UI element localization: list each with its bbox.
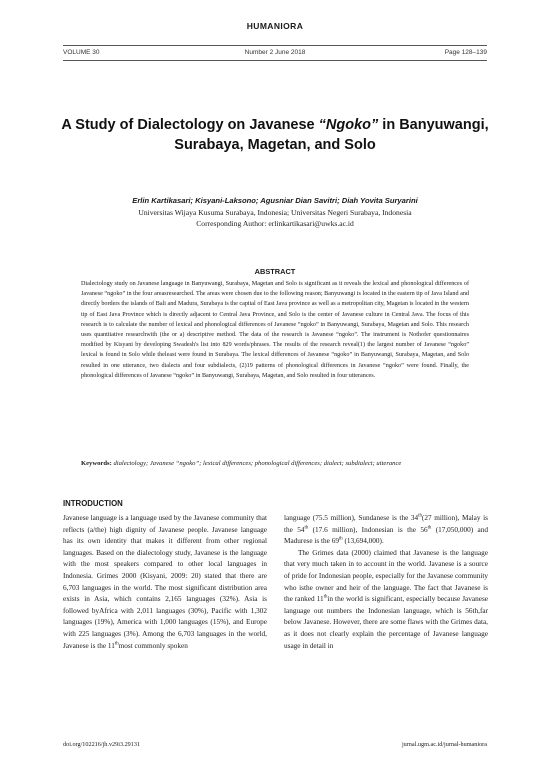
title-part-1: A Study of Dialectology on Javanese [61, 117, 319, 133]
corresponding-author: Corresponding Author: erlinkartikasari@uwks.ac.id [196, 219, 354, 228]
page-range: Page 128–139 [444, 49, 487, 56]
body-column-left [63, 513, 267, 652]
intro-text: (27 million), Malay is the 54 [284, 514, 488, 534]
intro-text: in the world is significant, especially because Javanese language out numbers the Indonesian language, which is 56th,far below Javanese. However, there are some flaws with the Grimes data, as it does not clearly explain the percentage of Javanese language usage in detail in [284, 595, 488, 650]
doi-link[interactable]: doi.org/102216/jh.v29i3.29131 [63, 741, 141, 748]
introduction-heading: INTRODUCTION [63, 499, 123, 508]
keywords-text: dialectology; Javanese “ngoko”; lexical differences; phonological differences; dialect; subdialect; utterance [113, 460, 402, 467]
intro-paragraph-1 [63, 513, 267, 652]
ordinal-suffix: th [418, 513, 422, 519]
intro-text: (17.6 million), Indonesian is the 56 [308, 525, 428, 534]
abstract-text: Dialectology study on Javanese language in Banyuwangi, Surabaya, Magetan and Solo is significant as it reveals the lexical and phonological differences of Javanese “ngoko” in the four areasresearched. The areas were chosen due to the following reason; Banyuwangi is located in the eastern tip of Java Island and directly borders the islands of Bali and Madura, Surabaya is the capital of East Java province as well as a metropolitan city, Magetan is located in the western tip of East Java Province which is directly adjacent to Central Java Province, and Solo is the center of Javanese culture in Central Java. The focus of this research is to calculate the number of lexical and phonological differences of Javanese “ngoko” in Banyuwangi, Surabaya, Magetan and Solo. This research uses quantitative researchwith (the or a) descriptive method. The data of the research is Javanese “ngoko”. The instrument is Nothofer questionnaires modified by Kisyani by developing Swadesh's list into 829 words/phrases. The results of the research reveal(1) the largest number of Javanese “ngoko” lexical is found in Solo while theleast were found in Surabaya. The lexical differences of Javanese “ngoko” in Banyuwangi, Surabaya, Magetan, and Solo resulted in one utterance, two dialects and four subdialects, (2)19 patterns of phonological differences in Javanese “ngoko” were found. Finally, the phonological differences of Javanese “ngoko” in Banyuwangi, Surabaya, Magetan, and Solo resulted in four utterances. [81, 281, 469, 379]
title-part-2: in Banyuwangi, Surabaya, Magetan, and Solo [174, 117, 489, 153]
title-italic: “Ngoko” [318, 117, 379, 133]
ordinal-suffix: th [114, 641, 119, 647]
affiliation: Universitas Wijaya Kusuma Surabaya, Indonesia; Universitas Negeri Surabaya, Indonesia [138, 208, 412, 217]
intro-text: most commonly spoken [118, 641, 188, 650]
ordinal-suffix: th [338, 536, 343, 542]
abstract-heading: ABSTRACT [254, 267, 296, 276]
intro-text: (17,050,000) and Madurese is the 69 [284, 525, 489, 546]
ordinal-suffix: th [427, 525, 432, 531]
volume-label: VOLUME 30 [63, 49, 100, 56]
author-list: Erlin Kartikasari; Kisyani-Laksono; Agusniar Dian Savitri; Diah Yovita Suryarini [132, 196, 418, 205]
keywords [81, 459, 469, 469]
paper-title [40, 115, 510, 155]
body-column-right [284, 513, 488, 652]
issue-number: Number 2 June 2018 [244, 49, 306, 56]
journal-name: HUMANIORA [246, 21, 304, 31]
intro-text: (13,694,000). [342, 537, 384, 546]
intro-text: The Grimes data (2000) claimed that Javanese is the language that very much taken in to account in the world. Javanese is a source of pride for Indonesian people, especially for the Javanese community who isthe owner and heir of the language. The fact that Javanese is the ranked 11 [284, 548, 488, 604]
issue-meta-bar [63, 45, 487, 61]
intro-paragraph-2 [284, 548, 488, 652]
ordinal-suffix: th [323, 594, 328, 600]
intro-text: language (75.5 million), Sundanese is the 34 [284, 514, 419, 522]
ordinal-suffix: th [304, 525, 309, 531]
keywords-label: Keywords: [81, 460, 112, 467]
intro-paragraph-1-cont [284, 513, 488, 548]
intro-text: Javanese language is a language used by the Javanese community that reflects (a/the) high dignity of Javanese people. Javanese language has its own identity that makes it different from other regional languages. Based on the dialectology study, Javanese is the language with the most speakers compared to other local languages in Indonesia. Grimes 2000 (Kisyani, 2009: 20) stated that there are 6,703 languages in the world. The most significant distribution area exists in Asia, which contains 2,165 languages (32%). Asia is followed byAfrica with 2,011 languages (30%), Pacific with 1,302 languages (19%), America with 1,000 languages (15%), and Europe with 225 languages (3%). Among the 6,703 languages in the world, Javanese is the 11 [63, 514, 267, 650]
journal-url[interactable]: jurnal.ugm.ac.id/jurnal-humaniora [401, 741, 487, 748]
